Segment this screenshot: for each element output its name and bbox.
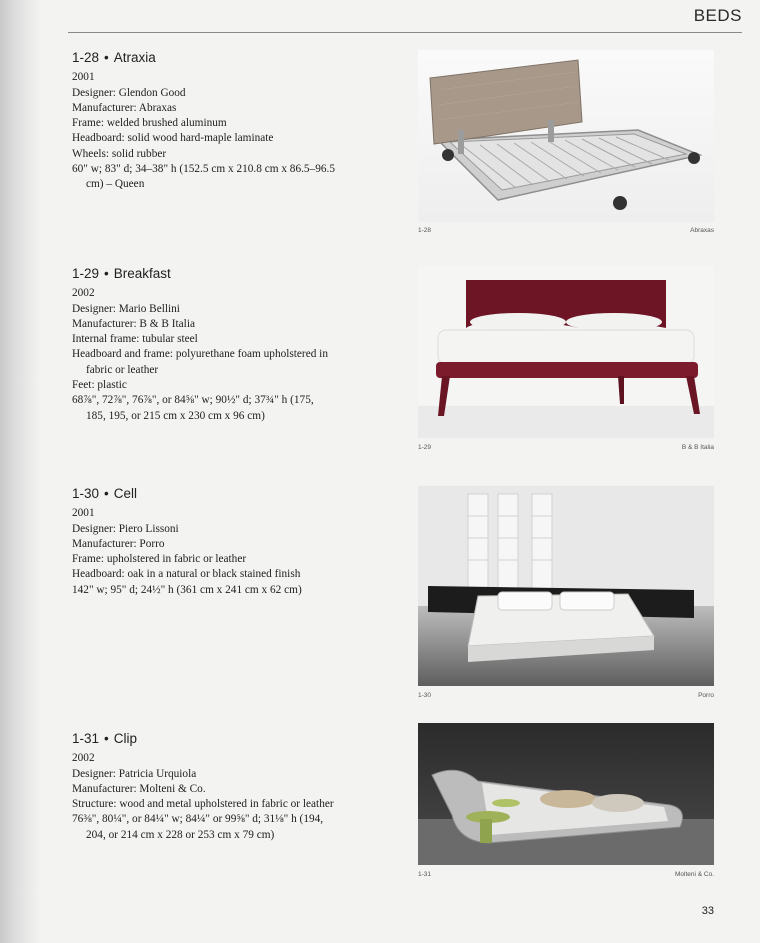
entry-name: Atraxia (113, 50, 156, 65)
caption-credit: Molteni & Co. (674, 871, 714, 878)
entry-dimensions: 60" w; 83" d; 34–38" h (152.5 cm x 210.8 cm x 86.5–96.5 (72, 163, 335, 176)
caption-number: 1-29 (418, 444, 432, 451)
entry-cell (72, 486, 362, 598)
entry-heading: 1-28 • Atraxia (72, 50, 156, 65)
caption-number: 1-31 (418, 871, 432, 878)
entry-spec: Frame: upholstered in fabric or leather (72, 553, 247, 566)
entry-spec: Feet: plastic (72, 379, 127, 392)
entry-number: 1-28 (72, 50, 100, 65)
entry-year: 2002 (72, 287, 95, 300)
entry-manufacturer: Manufacturer: Porro (72, 537, 165, 550)
caption-credit: Abraxas (690, 227, 714, 234)
photo-clip (418, 723, 714, 865)
caption-number: 1-30 (418, 692, 432, 699)
entry-spec-cont: fabric or leather (86, 363, 159, 376)
photo-cell (418, 486, 714, 686)
caption-credit: B & B Italia (681, 444, 714, 451)
caption-credit: Porro (698, 692, 714, 699)
entry-number: 1-30 (72, 486, 100, 501)
entry-dimensions: 142" w; 95" d; 24½" h (361 cm x 241 cm x 62 cm) (72, 583, 302, 596)
entry-name: Cell (113, 486, 138, 501)
entry-breakfast (72, 266, 362, 424)
entry-designer: Designer: Piero Lissoni (72, 522, 179, 535)
caption-number: 1-28 (418, 227, 432, 234)
entry-manufacturer: Manufacturer: B & B Italia (72, 317, 195, 330)
entry-spec: Headboard: solid wood hard-maple laminate (72, 132, 274, 145)
entry-manufacturer: Manufacturer: Molteni & Co. (72, 782, 206, 795)
entry-year: 2001 (72, 507, 95, 520)
photo-atraxia (418, 50, 714, 222)
entry-dimensions: 76⅜", 80¼", or 84¼" w; 84¼" or 99⅝" d; 31⅛" h (194, (72, 813, 324, 826)
entry-dimensions: 68⅞", 72⅞", 76⅞", or 84⅝" w; 90½" d; 37¾" h (175, (72, 394, 314, 407)
entry-name: Breakfast (113, 266, 171, 281)
page-number: 33 (701, 905, 714, 917)
entry-designer: Designer: Mario Bellini (72, 302, 180, 315)
clip-bed-image (418, 723, 714, 865)
entry-atraxia (72, 50, 362, 193)
entry-spec: Wheels: solid rubber (72, 147, 167, 160)
entry-spec: Internal frame: tubular steel (72, 333, 198, 346)
cell-bed-image (418, 486, 714, 686)
atraxia-bed-image (418, 50, 714, 222)
entry-spec: Frame: welded brushed aluminum (72, 117, 227, 130)
entry-spec: Headboard and frame: polyurethane foam upholstered in (72, 348, 328, 361)
entry-number: 1-31 (72, 731, 100, 746)
entry-designer: Designer: Glendon Good (72, 86, 186, 99)
entry-heading: 1-29 • Breakfast (72, 266, 171, 281)
photo-breakfast (418, 266, 714, 438)
section-title: BEDS (693, 6, 742, 25)
entry-dimensions-cont: 185, 195, or 215 cm x 230 cm x 96 cm) (86, 409, 265, 422)
entry-year: 2001 (72, 71, 95, 84)
entry-clip (72, 731, 362, 843)
entry-name: Clip (113, 731, 138, 746)
entry-dimensions-cont: cm) – Queen (86, 178, 145, 191)
entry-heading: 1-31 • Clip (72, 731, 138, 746)
header-rule (68, 32, 742, 33)
entry-manufacturer: Manufacturer: Abraxas (72, 101, 177, 114)
entry-number: 1-29 (72, 266, 100, 281)
entry-spec: Headboard: oak in a natural or black stained finish (72, 568, 301, 581)
entry-year: 2002 (72, 752, 95, 765)
breakfast-bed-image (418, 266, 714, 438)
entry-dimensions-cont: 204, or 214 cm x 228 or 253 cm x 79 cm) (86, 828, 275, 841)
book-spine-shadow (0, 0, 40, 943)
entry-spec: Structure: wood and metal upholstered in fabric or leather (72, 798, 334, 811)
entry-designer: Designer: Patricia Urquiola (72, 767, 197, 780)
entry-heading: 1-30 • Cell (72, 486, 138, 501)
